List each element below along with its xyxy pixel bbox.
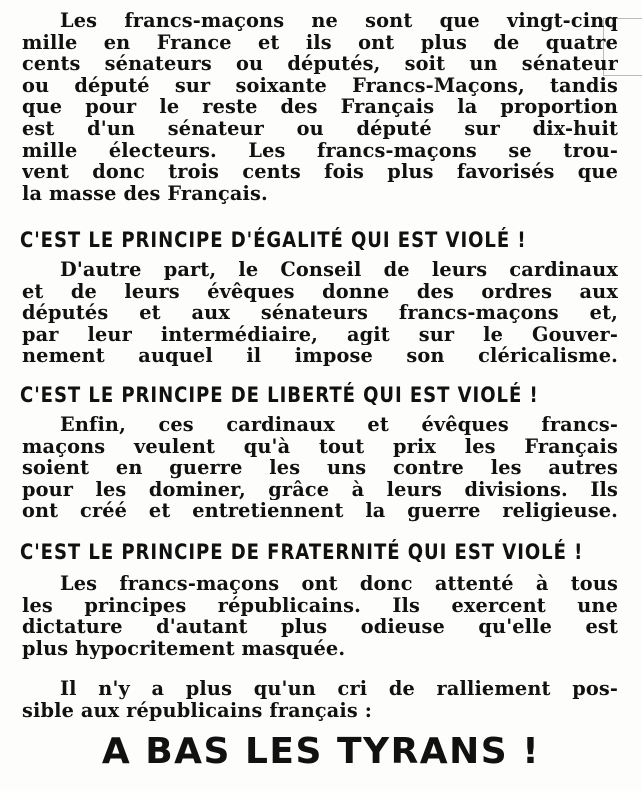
text-line: que pour le reste des Français la proportion: [22, 96, 618, 118]
text-line: députés et aux sénateurs francs-maçons et,: [22, 302, 618, 324]
text-line: et de leurs évêques donne des ordres aux: [22, 280, 618, 303]
text-line: D'autre part, le Conseil de leurs cardinaux: [60, 259, 618, 281]
text-line: cents sénateurs ou députés, soit un sénateur: [22, 53, 618, 75]
paragraph-1: [22, 10, 618, 204]
text-line: par leur intermédiaire, agit sur le Gouver-: [22, 323, 618, 346]
text-line: Les francs-maçons ne sont que vingt-cinq: [60, 10, 618, 32]
paragraph-3: [22, 414, 618, 522]
text-line: Enfin, ces cardinaux et évêques francs-: [60, 414, 618, 436]
text-line: Les francs-maçons ont donc attenté à tous: [60, 573, 618, 595]
text-line: la masse des Français.: [22, 182, 268, 205]
paragraph-4: [22, 573, 618, 659]
text-line: ont créé et entretiennent la guerre religieuse.: [22, 500, 618, 522]
text-line: vent donc trois cents fois plus favorisés que: [22, 161, 618, 183]
slogan: A BAS LES TYRANS !: [101, 731, 541, 772]
text-line: Il n'y a plus qu'un cri de ralliement pos-: [60, 678, 618, 700]
text-line: les principes républicains. Ils exercent une: [22, 594, 618, 617]
text-line: mille en France et ils ont plus de quatre: [22, 31, 618, 54]
text-line: plus hypocritement masquée.: [22, 637, 346, 660]
text-line: mille électeurs. Les francs-maçons se trou-: [22, 139, 618, 162]
heading-equality: C'EST LE PRINCIPE D'ÉGALITÉ QUI EST VIOLÉ !: [20, 228, 527, 252]
text-line: maçons veulent qu'à tout prix les Français: [22, 435, 618, 458]
text-line: ou député sur soixante Francs-Maçons, tandis: [22, 74, 618, 97]
text-line: nement auquel il impose son cléricalisme.: [22, 345, 618, 367]
text-line: dictature d'autant plus odieuse qu'elle est: [22, 616, 618, 638]
heading-fraternity: C'EST LE PRINCIPE DE FRATERNITÉ QUI EST VIOLÉ !: [20, 540, 584, 564]
paragraph-2: [22, 259, 618, 367]
paragraph-5: [22, 678, 618, 721]
text-line: est d'un sénateur ou député sur dix-huit: [22, 117, 618, 140]
text-line: sible aux républicains français :: [22, 699, 373, 722]
heading-liberty: C'EST LE PRINCIPE DE LIBERTÉ QUI EST VIOLÉ !: [20, 383, 539, 407]
text-line: soient en guerre les uns contre les autres: [22, 457, 618, 479]
text-line: pour les dominer, grâce à leurs divisions. Ils: [22, 478, 618, 501]
